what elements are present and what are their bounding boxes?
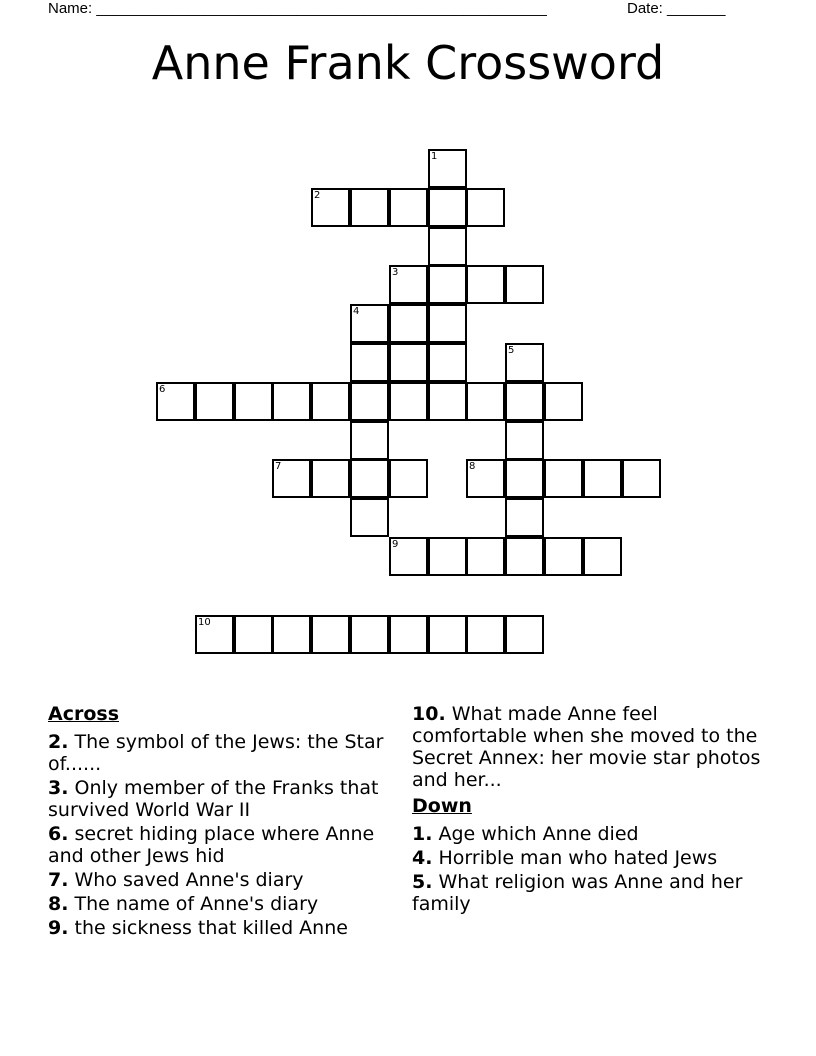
across-heading: Across [48, 703, 120, 725]
grid-cell-r1-c5[interactable] [350, 188, 389, 227]
grid-cell-r6-c2[interactable] [234, 382, 273, 421]
grid-cell-r9-c5[interactable] [350, 498, 389, 537]
grid-cell-r12-c7[interactable] [428, 615, 467, 654]
clue-number-label: 4 [353, 306, 360, 317]
grid-cell-r4-c6[interactable] [389, 304, 428, 343]
clue-across-9: 9. the sickness that killed Anne [48, 917, 348, 939]
grid-cell-r12-c3[interactable] [272, 615, 311, 654]
grid-cell-r8-c12[interactable] [622, 459, 661, 498]
grid-cell-r5-c7[interactable] [428, 343, 467, 382]
down-heading: Down [412, 795, 472, 817]
grid-cell-r6-c0[interactable] [156, 382, 195, 421]
grid-cell-r1-c7[interactable] [428, 188, 467, 227]
grid-cell-r8-c5[interactable] [350, 459, 389, 498]
grid-cell-r3-c7[interactable] [428, 265, 467, 304]
grid-cell-r4-c7[interactable] [428, 304, 467, 343]
clue-number-label: 5 [508, 345, 515, 356]
grid-cell-r1-c8[interactable] [466, 188, 505, 227]
grid-cell-r6-c8[interactable] [466, 382, 505, 421]
grid-cell-r6-c7[interactable] [428, 382, 467, 421]
clue-number-label: 6 [159, 384, 166, 395]
grid-cell-r8-c3[interactable] [272, 459, 311, 498]
clue-number-label: 3 [392, 267, 399, 278]
clue-across-2: 2. The symbol of the Jews: the Star of...... [48, 731, 384, 775]
grid-cell-r8-c8[interactable] [466, 459, 505, 498]
grid-cell-r3-c8[interactable] [466, 265, 505, 304]
grid-cell-r12-c6[interactable] [389, 615, 428, 654]
grid-cell-r12-c2[interactable] [234, 615, 273, 654]
grid-cell-r5-c5[interactable] [350, 343, 389, 382]
clue-across-7: 7. Who saved Anne's diary [48, 869, 304, 891]
grid-cell-r12-c5[interactable] [350, 615, 389, 654]
clues-column-right [412, 703, 762, 917]
clue-number-label: 8 [469, 461, 476, 472]
clues-column-left [48, 703, 388, 941]
grid-cell-r1-c6[interactable] [389, 188, 428, 227]
grid-cell-r12-c9[interactable] [505, 615, 544, 654]
clue-across-6: 6. secret hiding place where Anne and other Jews hid [48, 823, 375, 867]
grid-cell-r3-c6[interactable] [389, 265, 428, 304]
grid-cell-r5-c6[interactable] [389, 343, 428, 382]
grid-cell-r6-c1[interactable] [195, 382, 234, 421]
grid-cell-r7-c5[interactable] [350, 421, 389, 460]
grid-cell-r8-c11[interactable] [583, 459, 622, 498]
grid-cell-r9-c9[interactable] [505, 498, 544, 537]
grid-cell-r7-c9[interactable] [505, 421, 544, 460]
grid-cell-r6-c9[interactable] [505, 382, 544, 421]
across-clue-list [48, 731, 388, 939]
grid-cell-r10-c8[interactable] [466, 537, 505, 576]
clue-number-label: 2 [314, 190, 321, 201]
page-title: Anne Frank Crossword [151, 36, 665, 90]
grid-cell-r10-c6[interactable] [389, 537, 428, 576]
grid-cell-r6-c6[interactable] [389, 382, 428, 421]
clue-number-label: 10 [198, 617, 211, 628]
grid-cell-r12-c4[interactable] [311, 615, 350, 654]
clue-across-3: 3. Only member of the Franks that survived World War II [48, 777, 379, 821]
clue-across-8: 8. The name of Anne's diary [48, 893, 319, 915]
grid-cell-r5-c9[interactable] [505, 343, 544, 382]
header-line [48, 0, 748, 18]
grid-cell-r8-c10[interactable] [544, 459, 583, 498]
grid-cell-r4-c5[interactable] [350, 304, 389, 343]
grid-cell-r1-c4[interactable] [311, 188, 350, 227]
grid-cell-r6-c4[interactable] [311, 382, 350, 421]
grid-cell-r6-c3[interactable] [272, 382, 311, 421]
grid-cell-r6-c5[interactable] [350, 382, 389, 421]
down-clue-list [412, 823, 762, 915]
grid-cell-r2-c7[interactable] [428, 227, 467, 266]
clue-across-10: 10. What made Anne feel comfortable when she moved to the Secret Annex: her movie star photos and her... [412, 703, 761, 791]
grid-cell-r10-c7[interactable] [428, 537, 467, 576]
grid-cell-r10-c10[interactable] [544, 537, 583, 576]
clue-number-label: 7 [275, 461, 282, 472]
clue-down-5: 5. What religion was Anne and her family [412, 871, 743, 915]
date-field-label[interactable]: Date: _______ [627, 0, 726, 17]
grid-cell-r12-c1[interactable] [195, 615, 234, 654]
grid-cell-r10-c11[interactable] [583, 537, 622, 576]
grid-cell-r8-c4[interactable] [311, 459, 350, 498]
grid-cell-r3-c9[interactable] [505, 265, 544, 304]
clue-number-label: 9 [392, 539, 399, 550]
grid-cell-r12-c8[interactable] [466, 615, 505, 654]
clue-number-label: 1 [431, 151, 438, 162]
name-field-label[interactable]: Name: ______________________________________________________ [48, 0, 547, 17]
grid-cell-r10-c9[interactable] [505, 537, 544, 576]
clue-down-1: 1. Age which Anne died [412, 823, 639, 845]
clue-down-4: 4. Horrible man who hated Jews [412, 847, 718, 869]
grid-cell-r0-c7[interactable] [428, 149, 467, 188]
grid-cell-r6-c10[interactable] [544, 382, 583, 421]
grid-cell-r8-c6[interactable] [389, 459, 428, 498]
grid-cell-r8-c9[interactable] [505, 459, 544, 498]
